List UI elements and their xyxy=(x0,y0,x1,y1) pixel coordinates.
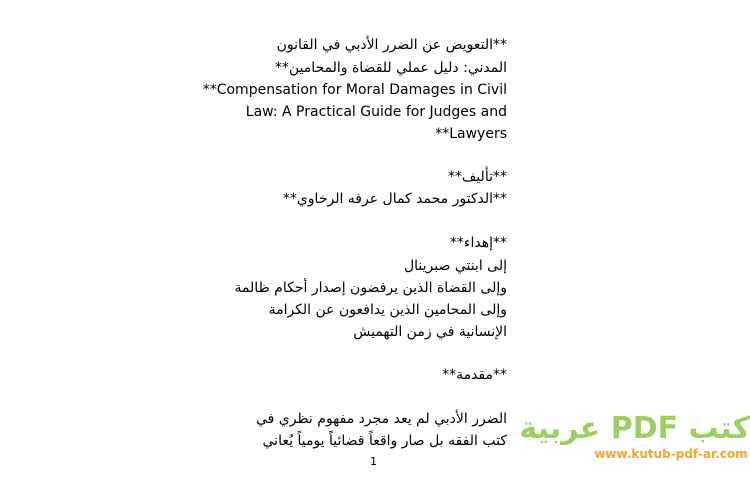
dedication-line-2: وإلى القضاة الذين يرفضون إصدار أحكام ظالمة xyxy=(234,280,507,296)
introduction-heading: **مقدمة** xyxy=(442,367,507,383)
author-name: **الدكتور محمد كمال عرفه الرخاوي** xyxy=(282,191,507,207)
book-title-english-line-1: **Compensation for Moral Damages in Civil xyxy=(202,82,507,98)
introduction-line-2: كتب الفقه بل صار واقعاً قضائياً يومياً يُعاني xyxy=(262,433,507,449)
watermark-title: كتب PDF عربية xyxy=(519,411,750,446)
introduction-line-1: الضرر الأدبي لم يعد مجرد مفهوم نظري في xyxy=(255,411,507,427)
page-number: 1 xyxy=(370,455,377,468)
dedication-line-3: وإلى المحامين الذين يدافعون عن الكرامة xyxy=(268,302,507,318)
site-watermark xyxy=(519,411,750,472)
dedication-line-1: إلى ابنتي صبرينال xyxy=(403,258,507,274)
dedication-heading: **إهداء** xyxy=(449,235,507,251)
book-title-english-line-3: **Lawyers xyxy=(435,126,507,142)
book-title-arabic-line-2: المدني: دليل عملي للقضاة والمحامين** xyxy=(274,60,507,76)
watermark-url: www.kutub-pdf-ar.com xyxy=(594,447,748,461)
book-title-english-line-2: Law: A Practical Guide for Judges and xyxy=(245,104,507,120)
author-heading: **تأليف** xyxy=(447,169,507,185)
dedication-line-4: الإنسانية في زمن التهميش xyxy=(353,324,507,340)
book-title-arabic-line-1: **التعويض عن الضرر الأدبي في القانون xyxy=(276,37,507,53)
